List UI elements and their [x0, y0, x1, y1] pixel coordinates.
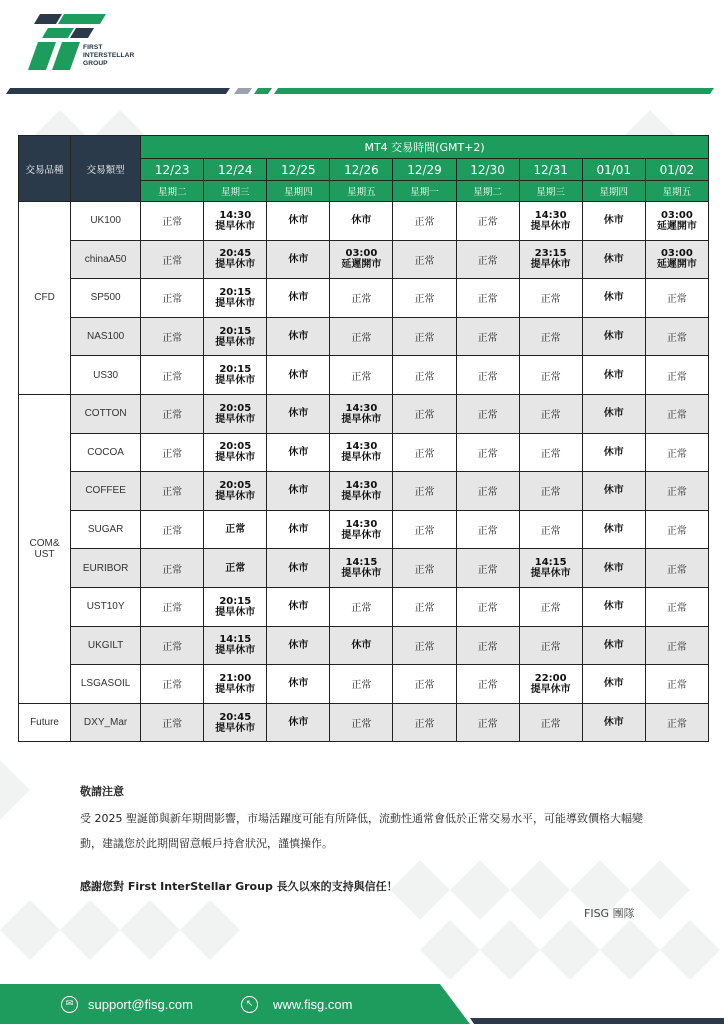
product-cell: COCOA: [71, 433, 141, 472]
schedule-cell: 正常: [141, 394, 204, 433]
header-date: 12/31: [519, 159, 582, 181]
table-row: [19, 356, 709, 395]
header-date: 12/30: [456, 159, 519, 181]
header-weekday: 星期二: [141, 181, 204, 202]
schedule-cell: 休市: [582, 587, 645, 626]
schedule-cell: 正常: [393, 665, 456, 704]
header-date: 12/26: [330, 159, 393, 181]
schedule-cell: 14:30 提早休市: [330, 394, 393, 433]
schedule-cell: 休市: [582, 202, 645, 241]
schedule-cell: 正常: [456, 279, 519, 318]
schedule-cell: 正常: [645, 279, 708, 318]
schedule-cell: 正常: [456, 472, 519, 511]
notice-body: 受 2025 聖誕節與新年期間影響，市場活躍度可能有所降低，流動性通常會低於正常交易水平，可能導致價格大幅變動，建議您於此期間留意帳戶持倉狀況，謹慎操作。: [80, 812, 643, 850]
mail-icon: ✉: [61, 996, 78, 1013]
product-cell: NAS100: [71, 317, 141, 356]
header-date: 12/23: [141, 159, 204, 181]
schedule-cell: 休市: [267, 240, 330, 279]
schedule-cell: 正常: [456, 356, 519, 395]
schedule-cell: 休市: [582, 356, 645, 395]
schedule-cell: 14:15 提早休市: [519, 549, 582, 588]
schedule-cell: 正常: [393, 703, 456, 742]
product-cell: COFFEE: [71, 472, 141, 511]
table-row: [19, 433, 709, 472]
notice-thanks: 感謝您對 First InterStellar Group 長久以來的支持與信任！: [80, 880, 398, 893]
schedule-cell: 正常: [456, 317, 519, 356]
notice-title: 敬請注意: [80, 785, 124, 798]
schedule-cell: 20:05 提早休市: [204, 394, 267, 433]
schedule-cell: 正常: [456, 394, 519, 433]
product-cell: SUGAR: [71, 510, 141, 549]
header-weekday: 星期二: [456, 181, 519, 202]
header-date: 12/25: [267, 159, 330, 181]
table-row: [19, 317, 709, 356]
logo-line-3: GROUP: [83, 60, 108, 67]
schedule-cell: 休市: [582, 240, 645, 279]
schedule-cell: 正常: [141, 279, 204, 318]
schedule-cell: 正常: [519, 510, 582, 549]
trading-hours-table: [18, 135, 709, 742]
schedule-cell: 正常: [204, 549, 267, 588]
schedule-cell: 正常: [519, 317, 582, 356]
schedule-cell: 正常: [519, 356, 582, 395]
schedule-cell: 正常: [141, 549, 204, 588]
schedule-cell: 14:30 提早休市: [330, 472, 393, 511]
product-cell: EURIBOR: [71, 549, 141, 588]
schedule-cell: 03:00 延遲開市: [645, 202, 708, 241]
schedule-cell: 正常: [519, 472, 582, 511]
header-weekday: 星期五: [330, 181, 393, 202]
schedule-cell: 14:15 提早休市: [330, 549, 393, 588]
schedule-cell: 14:30 提早休市: [330, 510, 393, 549]
schedule-cell: 14:15 提早休市: [204, 626, 267, 665]
schedule-cell: 正常: [456, 665, 519, 704]
table-row: [19, 472, 709, 511]
schedule-cell: 正常: [456, 202, 519, 241]
schedule-cell: 正常: [645, 549, 708, 588]
schedule-cell: 正常: [141, 587, 204, 626]
product-cell: COTTON: [71, 394, 141, 433]
schedule-cell: 正常: [519, 703, 582, 742]
schedule-cell: 正常: [393, 240, 456, 279]
schedule-cell: 正常: [519, 587, 582, 626]
schedule-cell: 14:30 提早休市: [519, 202, 582, 241]
table-row: [19, 626, 709, 665]
product-cell: chinaA50: [71, 240, 141, 279]
schedule-cell: 14:30 提早休市: [204, 202, 267, 241]
schedule-cell: 休市: [267, 626, 330, 665]
header-weekday: 星期五: [645, 181, 708, 202]
schedule-cell: 正常: [645, 626, 708, 665]
schedule-cell: 休市: [582, 665, 645, 704]
product-cell: DXY_Mar: [71, 703, 141, 742]
schedule-cell: 休市: [582, 279, 645, 318]
signature: FISG 團隊: [584, 907, 635, 920]
schedule-cell: 正常: [393, 279, 456, 318]
schedule-cell: 休市: [582, 626, 645, 665]
schedule-cell: 休市: [582, 510, 645, 549]
header-mt4-hours: MT4 交易時間(GMT+2): [141, 136, 709, 159]
header-product-type: 交易品種: [19, 136, 71, 202]
category-cell: Future: [19, 703, 71, 742]
schedule-cell: 20:05 提早休市: [204, 433, 267, 472]
table-row: [19, 240, 709, 279]
schedule-cell: 20:15 提早休市: [204, 279, 267, 318]
schedule-cell: 正常: [330, 587, 393, 626]
schedule-cell: 03:00 延遲開市: [645, 240, 708, 279]
schedule-cell: 正常: [330, 703, 393, 742]
header-date: 12/24: [204, 159, 267, 181]
schedule-cell: 正常: [141, 703, 204, 742]
header-weekday: 星期四: [267, 181, 330, 202]
schedule-cell: 20:15 提早休市: [204, 317, 267, 356]
schedule-cell: 休市: [330, 202, 393, 241]
schedule-cell: 正常: [141, 626, 204, 665]
schedule-cell: 休市: [330, 626, 393, 665]
schedule-cell: 20:15 提早休市: [204, 356, 267, 395]
schedule-cell: 正常: [393, 587, 456, 626]
schedule-cell: 22:00 提早休市: [519, 665, 582, 704]
logo-line-1: FIRST: [83, 44, 103, 51]
schedule-cell: 正常: [645, 394, 708, 433]
schedule-cell: 正常: [456, 587, 519, 626]
product-cell: US30: [71, 356, 141, 395]
schedule-cell: 21:00 提早休市: [204, 665, 267, 704]
schedule-cell: 正常: [456, 240, 519, 279]
cursor-icon: ↖: [241, 996, 258, 1013]
schedule-cell: 正常: [393, 317, 456, 356]
schedule-cell: 正常: [141, 665, 204, 704]
schedule-cell: 正常: [645, 587, 708, 626]
schedule-cell: 休市: [267, 394, 330, 433]
product-cell: UST10Y: [71, 587, 141, 626]
schedule-cell: 正常: [393, 202, 456, 241]
schedule-cell: 休市: [267, 587, 330, 626]
schedule-cell: 正常: [141, 202, 204, 241]
schedule-cell: 23:15 提早休市: [519, 240, 582, 279]
schedule-cell: 休市: [267, 510, 330, 549]
schedule-cell: 正常: [330, 665, 393, 704]
table-row: [19, 703, 709, 742]
schedule-cell: 正常: [393, 433, 456, 472]
schedule-cell: 休市: [582, 317, 645, 356]
header-date: 12/29: [393, 159, 456, 181]
schedule-cell: 20:15 提早休市: [204, 587, 267, 626]
header-weekday: 星期三: [204, 181, 267, 202]
product-cell: UKGILT: [71, 626, 141, 665]
schedule-cell: 休市: [267, 549, 330, 588]
table-row: [19, 510, 709, 549]
schedule-cell: 正常: [456, 510, 519, 549]
fisg-logo: [22, 12, 152, 74]
category-cell: CFD: [19, 202, 71, 395]
schedule-cell: 正常: [330, 356, 393, 395]
schedule-cell: 正常: [393, 356, 456, 395]
schedule-cell: 休市: [582, 394, 645, 433]
header-stripes: [0, 86, 724, 96]
product-cell: LSGASOIL: [71, 665, 141, 704]
schedule-cell: 休市: [267, 317, 330, 356]
schedule-cell: 正常: [456, 703, 519, 742]
schedule-cell: 休市: [582, 703, 645, 742]
schedule-cell: 休市: [267, 703, 330, 742]
table-row: [19, 549, 709, 588]
schedule-cell: 正常: [519, 433, 582, 472]
schedule-cell: 正常: [645, 472, 708, 511]
schedule-cell: 正常: [645, 317, 708, 356]
schedule-cell: 正常: [393, 510, 456, 549]
header-date: 01/02: [645, 159, 708, 181]
schedule-cell: 休市: [267, 665, 330, 704]
schedule-cell: 正常: [456, 433, 519, 472]
header-date: 01/01: [582, 159, 645, 181]
table-row: [19, 665, 709, 704]
schedule-cell: 正常: [393, 549, 456, 588]
schedule-cell: 正常: [204, 510, 267, 549]
header-weekday: 星期一: [393, 181, 456, 202]
schedule-cell: 休市: [267, 472, 330, 511]
header-weekday: 星期三: [519, 181, 582, 202]
schedule-cell: 20:05 提早休市: [204, 472, 267, 511]
product-cell: UK100: [71, 202, 141, 241]
schedule-cell: 正常: [645, 356, 708, 395]
logo-line-2: INTERSTELLAR: [83, 52, 135, 59]
schedule-cell: 休市: [267, 433, 330, 472]
schedule-cell: 正常: [393, 394, 456, 433]
schedule-cell: 20:45 提早休市: [204, 240, 267, 279]
schedule-cell: 20:45 提早休市: [204, 703, 267, 742]
table-row: [19, 279, 709, 318]
schedule-cell: 正常: [393, 472, 456, 511]
schedule-cell: 14:30 提早休市: [330, 433, 393, 472]
table-row: [19, 394, 709, 433]
schedule-cell: 正常: [645, 433, 708, 472]
schedule-cell: 休市: [267, 356, 330, 395]
schedule-cell: 正常: [645, 510, 708, 549]
schedule-cell: 正常: [519, 626, 582, 665]
schedule-cell: 正常: [393, 626, 456, 665]
schedule-cell: 正常: [141, 356, 204, 395]
schedule-cell: 正常: [330, 279, 393, 318]
schedule-cell: 正常: [645, 665, 708, 704]
schedule-cell: 正常: [141, 240, 204, 279]
schedule-cell: 正常: [330, 317, 393, 356]
footer-email[interactable]: support@fisg.com: [88, 997, 193, 1012]
schedule-cell: 休市: [582, 433, 645, 472]
schedule-cell: 正常: [645, 703, 708, 742]
schedule-cell: 休市: [582, 549, 645, 588]
schedule-cell: 正常: [456, 626, 519, 665]
schedule-cell: 03:00 延遲開市: [330, 240, 393, 279]
table-row: [19, 202, 709, 241]
schedule-cell: 正常: [456, 549, 519, 588]
product-cell: SP500: [71, 279, 141, 318]
schedule-cell: 休市: [582, 472, 645, 511]
category-cell: COM& UST: [19, 394, 71, 703]
footer-website[interactable]: www.fisg.com: [273, 997, 353, 1012]
schedule-cell: 正常: [141, 472, 204, 511]
schedule-cell: 正常: [141, 433, 204, 472]
schedule-cell: 休市: [267, 279, 330, 318]
schedule-cell: 正常: [141, 317, 204, 356]
schedule-cell: 正常: [141, 510, 204, 549]
header-weekday: 星期四: [582, 181, 645, 202]
schedule-cell: 正常: [519, 394, 582, 433]
schedule-cell: 正常: [519, 279, 582, 318]
schedule-cell: 休市: [267, 202, 330, 241]
table-row: [19, 587, 709, 626]
header-trade-type: 交易類型: [71, 136, 141, 202]
